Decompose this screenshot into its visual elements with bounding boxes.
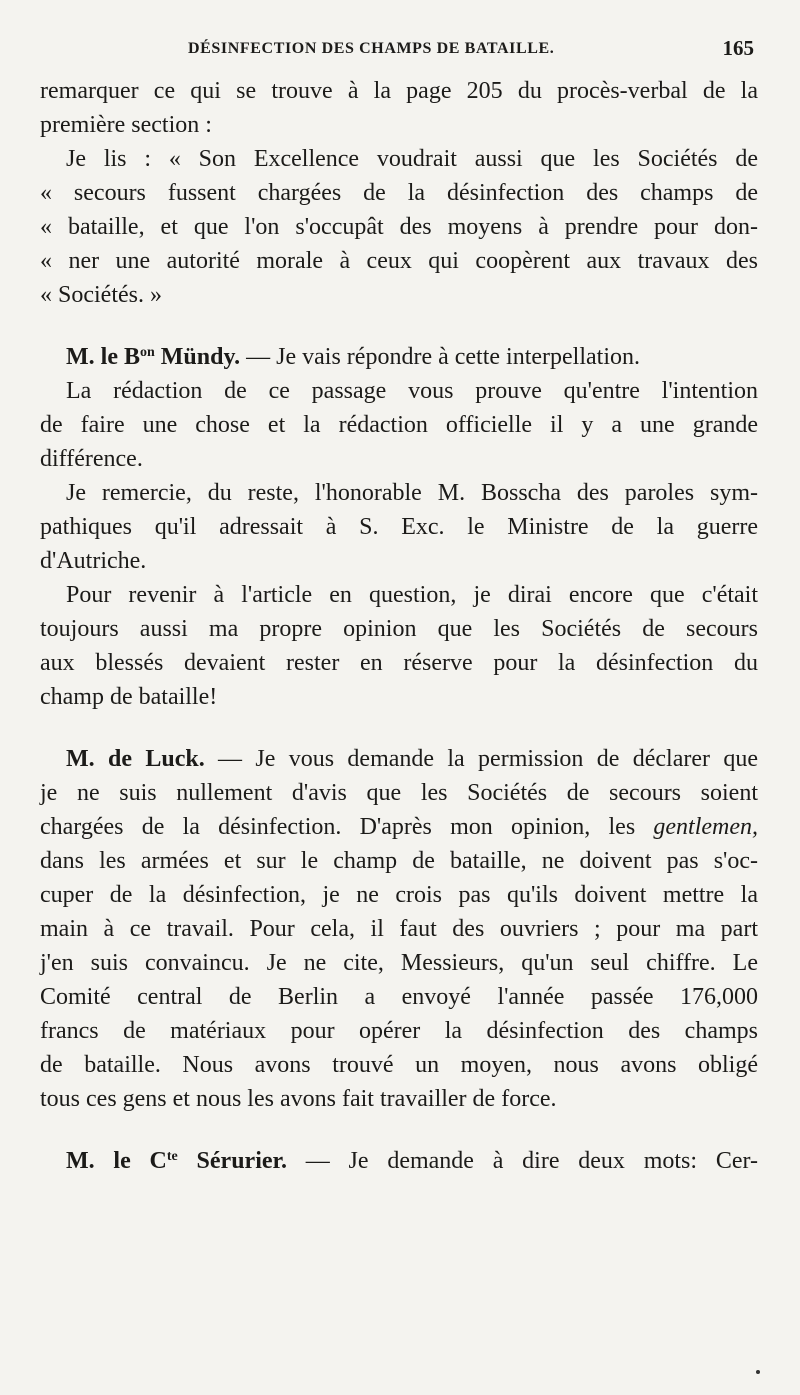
- text-line: je ne suis nullement d'avis que les Sociétés de secours soient: [40, 780, 758, 806]
- text-line: « ner une autorité morale à ceux qui coopèrent aux travaux des: [40, 248, 758, 274]
- text-line: aux blessés devaient rester en réserve pour la désinfection du: [40, 650, 758, 676]
- text-line: Comité central de Berlin a envoyé l'année passée 176,000: [40, 984, 758, 1010]
- text-line: pathiques qu'il adressait à S. Exc. le Ministre de la guerre: [40, 514, 758, 540]
- page-header: [0, 36, 800, 66]
- speaker-name: M. le $B^{on}$ Mündy.: [66, 344, 241, 370]
- text-line: toujours aussi ma propre opinion que les Sociétés de secours: [40, 616, 758, 642]
- speaker-name: M. de Luck.: [66, 746, 205, 772]
- text-line: de bataille. Nous avons trouvé un moyen, nous avons obligé: [40, 1052, 758, 1078]
- paragraph-gap: [40, 312, 758, 340]
- text-line: Pour revenir à l'article en question, je dirai encore que c'était: [66, 582, 758, 608]
- speech-mundy: [40, 340, 758, 714]
- text-line: M. de Luck. — Je vous demande la permission de déclarer que: [66, 746, 758, 772]
- text-line: champ de bataille!: [40, 684, 218, 710]
- text-line: de faire une chose et la rédaction officielle il y a une grande: [40, 412, 758, 438]
- text-line: « Sociétés. »: [40, 282, 162, 308]
- text-line: main à ce travail. Pour cela, il faut des ouvriers ; pour ma part: [40, 916, 758, 942]
- text-line: d'Autriche.: [40, 548, 147, 574]
- text-line: Je remercie, du reste, l'honorable M. Bosscha des paroles sym-: [66, 480, 758, 506]
- paragraph-quote: [40, 142, 758, 312]
- text-line: remarquer ce qui se trouve à la page 205 du procès-verbal de la: [40, 78, 758, 104]
- text-line: première section :: [40, 112, 212, 138]
- text-line: M. le $C^{te}$ Sérurier. — Je demande à dire deux mots: Cer-: [66, 1148, 758, 1174]
- text-line: tous ces gens et nous les avons fait travailler de force.: [40, 1086, 557, 1112]
- print-speck: [756, 1370, 760, 1374]
- text-line: dans les armées et sur le champ de bataille, ne doivent pas s'oc-: [40, 848, 758, 874]
- text-line: cuper de la désinfection, je ne crois pas qu'ils doivent mettre la: [40, 882, 758, 908]
- paragraph-gap: [40, 1116, 758, 1144]
- speech-luck: [40, 742, 758, 1116]
- text-line: chargées de la désinfection. D'après mon opinion, les gentlemen,: [40, 814, 758, 840]
- running-title: DÉSINFECTION DES CHAMPS DE BATAILLE.: [188, 40, 555, 57]
- page-body: [40, 74, 758, 1178]
- text-line: M. le $B^{on}$ Mündy. — Je vais répondre à cette interpellation.: [66, 344, 640, 370]
- text-line: Je lis : « Son Excellence voudrait aussi que les Sociétés de: [66, 146, 758, 172]
- speaker-name: M. le $C^{te}$ Sérurier.: [66, 1148, 287, 1174]
- text-line: francs de matériaux pour opérer la désinfection des champs: [40, 1018, 758, 1044]
- page-number: 165: [722, 36, 754, 60]
- text-line: La rédaction de ce passage vous prouve qu'entre l'intention: [66, 378, 758, 404]
- text-line: « secours fussent chargées de la désinfection des champs de: [40, 180, 758, 206]
- text-line: j'en suis convaincu. Je ne cite, Messieurs, qu'un seul chiffre. Le: [40, 950, 758, 976]
- speech-serurier: [40, 1144, 758, 1178]
- paragraph-intro: [40, 74, 758, 142]
- text-line: « bataille, et que l'on s'occupât des moyens à prendre pour don-: [40, 214, 758, 240]
- text-line: différence.: [40, 446, 143, 472]
- paragraph-gap: [40, 714, 758, 742]
